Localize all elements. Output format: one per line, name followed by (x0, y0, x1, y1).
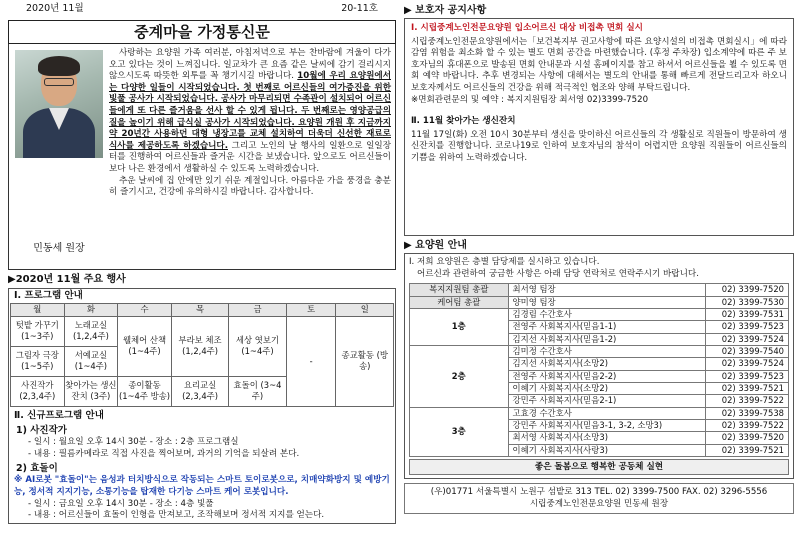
staff-name: 전영주 사회복지사(믿음1-1) (508, 321, 705, 333)
hyodol-note: ※ AI로봇 "효돌이"는 음성과 터치방식으로 작동되는 스마트 토이로봇으로, 치매약화방지 및 예방기능, 정서적 지지기능, 소통기능을 탑재한 다기능 스마트 케어 로봇입니다. (14, 475, 390, 498)
team-label: 케어팀 총괄 (410, 296, 509, 308)
tue-program-3: 찾아가는 생신잔치 (3주) (64, 376, 118, 406)
staff-phone: 02) 3399-7524 (705, 358, 788, 370)
notice-heading: ▶ 보호자 공지사항 (404, 5, 487, 16)
director-photo (15, 50, 103, 158)
contact-row (410, 284, 789, 296)
motto: 좋은 돌봄으로 행복한 공동체 실현 (409, 459, 789, 475)
day-sun: 일 (336, 303, 394, 316)
footer (404, 483, 794, 514)
hyodol-program-content: - 내용 : 어르신들이 효돌이 인형을 만져보고, 조작해보며 정서적 지지를 얻는다. (28, 510, 325, 521)
photo-glasses (44, 78, 74, 86)
sat-program: - (286, 316, 336, 406)
issue-bar (8, 0, 396, 18)
director-caption: 민동세 원장 (33, 243, 85, 254)
staff-name: 김경림 수간호사 (508, 308, 705, 320)
staff-phone: 02) 3399-7520 (705, 284, 788, 296)
staff-name: 이혜기 사회복지사(사랑3) (508, 444, 705, 456)
day-tue: 화 (64, 303, 118, 316)
staff-phone: 02) 3399-7523 (705, 370, 788, 382)
day-thu: 목 (171, 303, 228, 316)
staff-name: 김지선 사회복지사(소망2) (508, 358, 705, 370)
staff-phone: 02) 3399-7521 (705, 444, 788, 456)
wed-program-1: 웰체어 산책 (1~4주) (118, 316, 172, 376)
visit-notice-contact: ※면회관련문의 및 예약 : 복지지원팀장 최서영 02)3399-7520 (411, 94, 649, 105)
day-sat: 토 (286, 303, 336, 316)
visit-notice-title: Ⅰ. 시립중계노인전문요양원 입소어르신 대상 비접촉 면회 실시 (411, 23, 643, 33)
photo-program-time: - 일시 : 월요일 오후 14시 30분 - 장소 : 2층 프로그램실 (28, 437, 239, 448)
footer-address: (우)01771 서울특별시 노원구 섬밭로 313 TEL. 02) 3399-7500 FAX. 02) 3296-5556 (430, 487, 768, 497)
thu-program-1: 부라보 체조 (1,2,4주) (171, 316, 228, 376)
footer-signature: 시립중계노인전문요양원 민동세 원장 (529, 498, 669, 509)
staff-phone: 02) 3399-7540 (705, 345, 788, 357)
day-mon: 월 (11, 303, 65, 316)
contact-row (410, 296, 789, 308)
floor-system-title: Ⅰ. 저희 요양원은 층별 담당제를 실시하고 있습니다. (409, 257, 600, 267)
staff-name: 김미정 수간호사 (508, 345, 705, 357)
staff-name: 양미영 팀장 (508, 296, 705, 308)
staff-name: 고효경 수간호사 (508, 407, 705, 419)
letter-text-a: 사랑하는 요양원 가족 여러분, 아침저녁으로 부는 찬바람에 겨울이 다가오고 있다는 것이 느껴집니다. 일교차가 큰 요즘 같은 날씨에 감기 걸리시지 않으시도록 따뜻한 외투를 꼭 챙기시길 바랍니다. (109, 48, 391, 82)
staff-name: 김지선 사회복지사(믿음1-2) (508, 333, 705, 345)
program-table (10, 303, 394, 407)
program-section (8, 288, 396, 524)
fri-program-2: 효돌이 (3~4주) (229, 376, 286, 406)
contact-table (409, 283, 789, 457)
director-letter (8, 44, 396, 270)
events-heading: ▶2020년 11월 주요 행사 (8, 274, 126, 285)
contact-row (410, 345, 789, 357)
floor-label: 1층 (410, 308, 509, 345)
staff-name: 강민주 사회복지사(믿음2-1) (508, 395, 705, 407)
issue-date: 2020년 11월 (26, 2, 84, 14)
staff-phone: 02) 3399-7522 (705, 419, 788, 431)
staff-phone: 02) 3399-7524 (705, 333, 788, 345)
team-label: 복지지원팀 총괄 (410, 284, 509, 296)
hyodol-program-time: - 일시 : 금요일 오후 14시 30분 - 장소 : 4층 빛풀 (28, 498, 214, 509)
tue-program-1: 노래교실 (1,2,4주) (64, 316, 118, 346)
page-title: 중계마을 가정통신문 (134, 22, 270, 41)
staff-phone: 02) 3399-7531 (705, 308, 788, 320)
letter-paragraph-2: 추운 날씨에 집 안에만 있기 쉬운 계절입니다. 아름다운 가을 풍경을 충분히 즐기시고, 건강에 유의하시길 바랍니다. 감사합니다. (109, 175, 391, 198)
tue-program-2: 서예교실 (1~4주) (64, 346, 118, 376)
photo-program-title: 1) 사진작가 (16, 424, 67, 436)
left-column (8, 0, 396, 524)
staff-phone: 02) 3399-7521 (705, 382, 788, 394)
staff-phone: 02) 3399-7522 (705, 395, 788, 407)
guardian-notice (404, 18, 794, 236)
birthday-body: 11월 17일(화) 오전 10시 30분부터 생신을 맞이하신 어르신들의 각 생활실로 직원들이 방문하여 생신잔치를 진행합니다. 코로나19로 인하여 보호자님의 참석이 어렵지만 요양원 직원들이 어르신들의 기쁨을 위하여 노력하겠습니다. (411, 129, 787, 163)
new-program-title: Ⅱ. 신규프로그램 안내 (14, 409, 104, 421)
program-row-1 (11, 316, 394, 346)
thu-program-2: 요리교실 (2,3,4주) (171, 376, 228, 406)
photo-hair (38, 56, 80, 76)
photo-program-content: - 내용 : 필름카메라로 직접 사진을 찍어보며, 과거의 기억을 되살려 본다. (28, 449, 300, 460)
floor-label: 2층 (410, 345, 509, 407)
letter-body (109, 48, 391, 199)
facility-heading: ▶ 요양원 안내 (404, 240, 467, 251)
staff-name: 최서영 팀장 (508, 284, 705, 296)
program-table-header (11, 303, 394, 316)
visit-notice-body: 시립중계노인전문요양원에서는「보건복지부 권고사항에 따른 요양시설의 비접촉 면회실시」에 따라 감염 위험을 최소화 할 수 있는 별도 면회 공간을 마련했습니다. (후정 주차장) 입소계약에 따른 주 보호자님의 휴대폰으로 발송된 면회 안내문과 시설 홈페이지를 참고 하셔서 어르신들을 뵐 수 있도록 면회 예약 바랍니다. 추후 변경되는 사항에 대해서는 별도의 안내를 통해 빠르게 전달드리고자 하오니 보호자께서도 어르신들의 건강을 위해 적극적인 협조와 양해 부탁드립니다. (411, 36, 787, 93)
contact-row (410, 308, 789, 320)
floor-label: 3층 (410, 407, 509, 456)
mon-program-1: 텃밭 가꾸기 (1~3주) (11, 316, 65, 346)
day-wed: 수 (118, 303, 172, 316)
day-fri: 금 (229, 303, 286, 316)
issue-number: 20-11호 (341, 2, 378, 14)
birthday-title: Ⅱ. 11월 찾아가는 생신잔치 (411, 116, 516, 127)
staff-name: 최서영 사회복지사(소망3) (508, 432, 705, 444)
contact-row (410, 407, 789, 419)
floor-system-body: 어르신과 관련하여 궁금한 사항은 아래 담당 연락처로 연락주시기 바랍니다. (417, 268, 699, 279)
staff-phone: 02) 3399-7530 (705, 296, 788, 308)
staff-phone: 02) 3399-7523 (705, 321, 788, 333)
right-column (404, 0, 794, 514)
staff-name: 전영주 사회복지사(믿음2-2) (508, 370, 705, 382)
letter-text-b: 10월에 우리 요양원에서는 다양한 일들이 시작되었습니다. 첫 번째로 어르신들의 여가증진을 위한 빛풀 공사가 시작되었습니다. 공사가 마무리되면 수족관이 설치되어 어르신들에게 또 다른 즐거움을 선사 할 수 있게 됩니다. 두 번째로는 영양공급의 질을 높이기 위해 급식실 공사가 시작되었습니다. 요양원 개원 후 지금까지 약 20년간 사용하던 대형 냉장고를 교체 설치하여 더욱더 신선한 재료로 식사를 제공하도록 하겠습니다. (109, 71, 391, 151)
letter-text-c: 그리고 노인의 날 행사의 일환으로 일일장터를 진행하여 어르신들과 즐거운 시간을 보냈습니다. 앞으로도 어르신들이 보다 나은 환경에서 생활하실 수 있도록 노력하겠습니다. (109, 140, 391, 174)
newsletter-title (8, 20, 396, 44)
mon-program-3: 사진작가 (2,3,4주) (11, 376, 65, 406)
staff-phone: 02) 3399-7520 (705, 432, 788, 444)
hyodol-program-title: 2) 효돌이 (16, 462, 58, 474)
sun-program: 종교활동 (방송) (336, 316, 394, 406)
mon-program-2: 그림자 극장 (1~5주) (11, 346, 65, 376)
wed-program-2: 종이활동 (1~4주 방송) (118, 376, 172, 406)
letter-paragraph-1 (109, 48, 391, 176)
staff-name: 이혜기 사회복지사(소망2) (508, 382, 705, 394)
staff-name: 강민주 사회복지사(믿음3-1, 3-2, 소망3) (508, 419, 705, 431)
program-guide-title: Ⅰ. 프로그램 안내 (14, 290, 83, 301)
facility-info (404, 253, 794, 479)
fri-program-1: 세상 엿보기 (1~4주) (229, 316, 286, 376)
staff-phone: 02) 3399-7538 (705, 407, 788, 419)
